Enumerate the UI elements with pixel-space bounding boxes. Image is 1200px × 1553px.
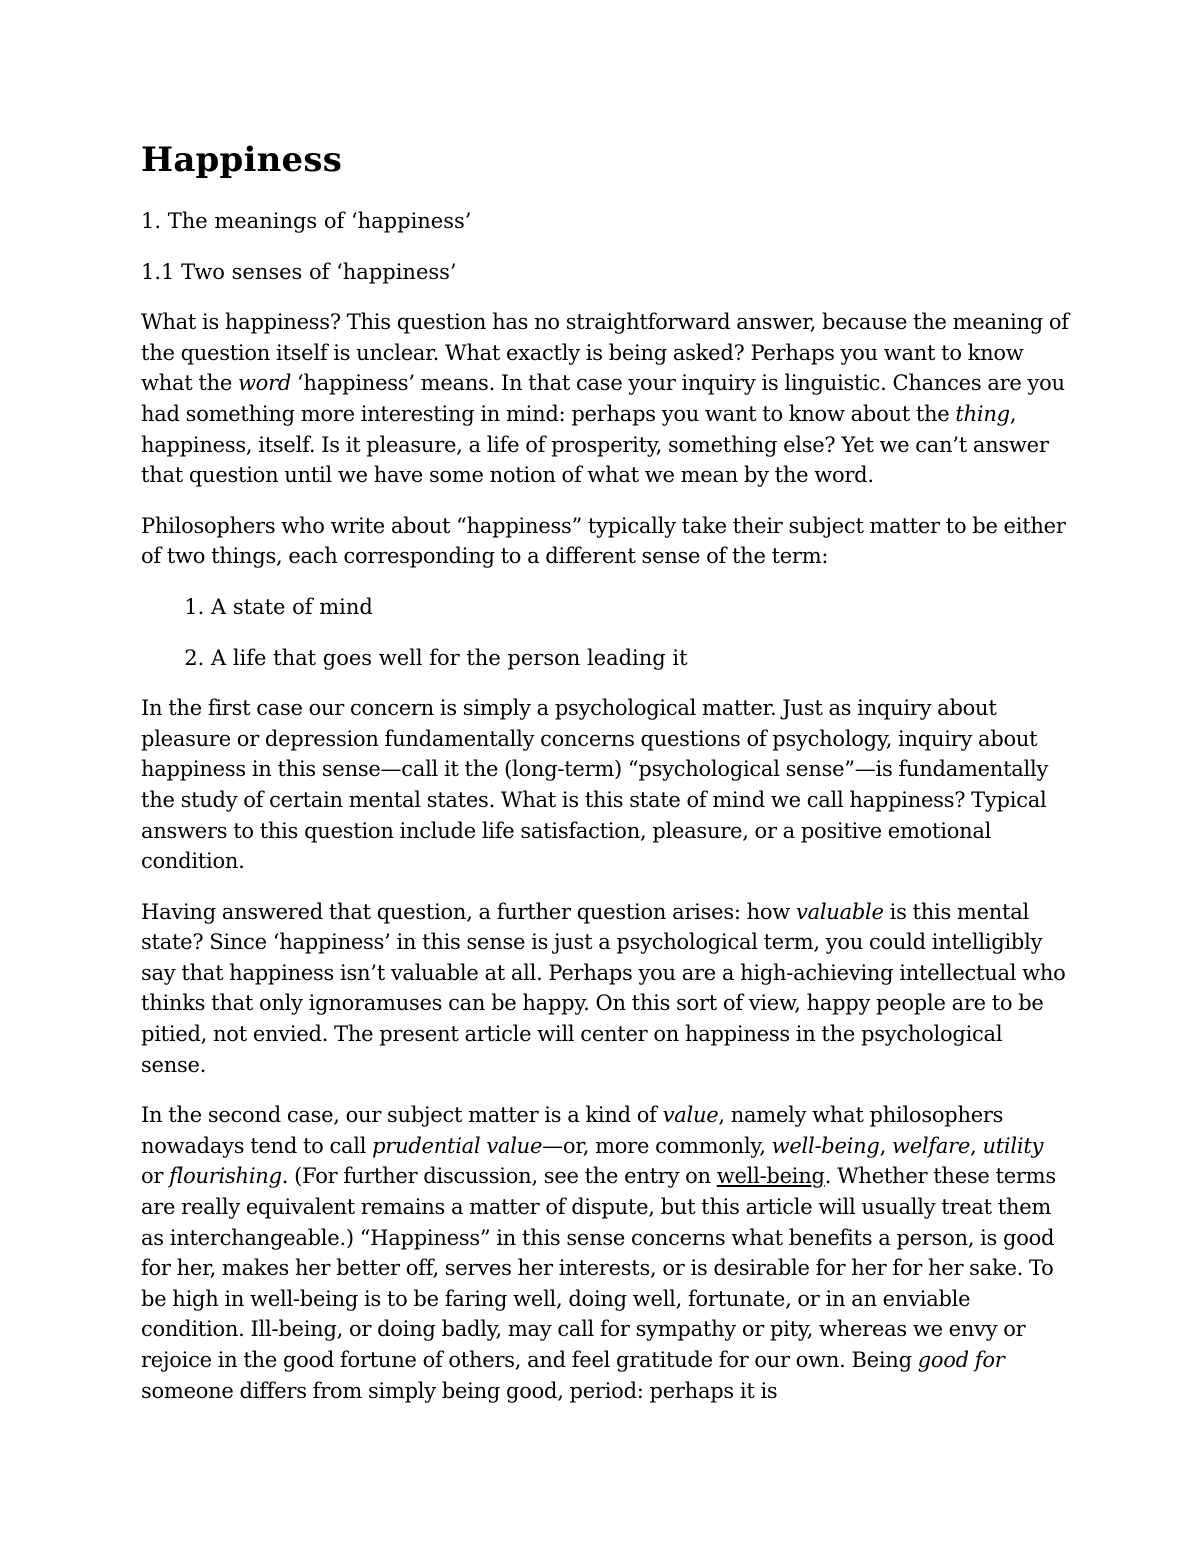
- paragraph-4-text-a: Having answered that question, a further question arises: how: [141, 899, 796, 924]
- paragraph-5-text-i: ,: [970, 1133, 983, 1158]
- paragraph-5-text-q: someone differs from simply being good, period: perhaps it is: [141, 1378, 778, 1403]
- emphasis-thing: thing: [955, 401, 1010, 426]
- emphasis-valuable: valuable: [795, 899, 884, 924]
- list-item: 2. A life that goes well for the person leading it: [211, 643, 1071, 674]
- paragraph-5-text-a: In the second case, our subject matter is a kind of: [141, 1103, 663, 1128]
- document-page: [141, 138, 1071, 1426]
- subsection-heading: 1.1 Two senses of ‘happiness’: [141, 259, 457, 284]
- paragraph-5-text-g: ,: [879, 1133, 892, 1158]
- paragraph-5-text-m: . (For further discussion, see the entry on: [281, 1164, 717, 1189]
- well-being-entry-link[interactable]: well-being: [716, 1164, 825, 1189]
- emphasis-flourishing: flourishing: [169, 1164, 282, 1189]
- paragraph-5-text-k: or: [141, 1164, 170, 1189]
- emphasis-good-for: good for: [917, 1348, 1005, 1372]
- emphasis-utility: utility: [982, 1133, 1044, 1158]
- emphasis-prudential-value: prudential value: [372, 1133, 543, 1158]
- senses-list: [141, 592, 1071, 673]
- document-title: Happiness: [141, 140, 343, 180]
- emphasis-value: value: [662, 1103, 719, 1128]
- paragraph-4: [141, 897, 1071, 1081]
- paragraph-5-text-e: —or, more commonly,: [542, 1133, 772, 1158]
- paragraph-4-text-c: is this mental state? Since ‘happiness’ in this sense is just a psychological term, you could intelligibly say that happiness isn’t valuable at all. Perhaps you are a high-achieving intellectual who thinks that only ignoramuses can be happy. On this sort of view, happy people are to be pitied, not envied. The present article will center on happiness in the psychological sense.: [141, 899, 1066, 1077]
- paragraph-1: [141, 307, 1071, 491]
- paragraph-1-text-c: ‘happiness’ means. In that case your inquiry is linguistic. Chances are you had something more interesting in mind: perhaps you want to know about the: [141, 371, 1065, 426]
- paragraph-1-text-e: , happiness, itself. Is it pleasure, a life of prosperity, something else? Yet we can’t answer that question until we have some notion of what we mean by the word.: [141, 401, 1049, 488]
- paragraph-3: In the first case our concern is simply a psychological matter. Just as inquiry about pleasure or depression fundamentally concerns questions of psychology, inquiry about happiness in this sense—call it the (long-term) “psychological sense”—is fundamentally the study of certain mental states. What is this state of mind we call happiness? Typical answers to this question include life satisfaction, pleasure, or a positive emotional condition.: [141, 696, 1049, 874]
- paragraph-1-text-a: What is happiness? This question has no straightforward answer, because the meaning of the question itself is unclear. What exactly is being asked? Perhaps you want to know what the: [141, 310, 1069, 396]
- paragraph-5: [141, 1100, 1071, 1406]
- emphasis-well-being: well-being: [771, 1133, 880, 1158]
- emphasis-welfare: welfare: [891, 1133, 971, 1158]
- paragraph-5-text-c: , namely what philosophers nowadays tend to call: [141, 1103, 1004, 1158]
- list-item: 1. A state of mind: [211, 592, 1071, 623]
- section-heading: 1. The meanings of ‘happiness’: [141, 209, 472, 233]
- paragraph-5-text-o: . Whether these terms are really equivalent remains a matter of dispute, but this article will usually treat them as interchangeable.) “Happiness” in this sense concerns what benefits a person, is good for her, makes her better off, serves her interests, or is desirable for her for her sake. To be high in well-being is to be faring well, doing well, fortunate, or in an enviable condition. Ill-being, or doing badly, may call for sympathy or pity, whereas we envy or rejoice in the good fortune of others, and feel gratitude for our own. Being: [141, 1164, 1056, 1372]
- emphasis-word: word: [237, 371, 292, 396]
- paragraph-2: Philosophers who write about “happiness” typically take their subject matter to be either of two things, each corresponding to a different sense of the term:: [141, 513, 1066, 569]
